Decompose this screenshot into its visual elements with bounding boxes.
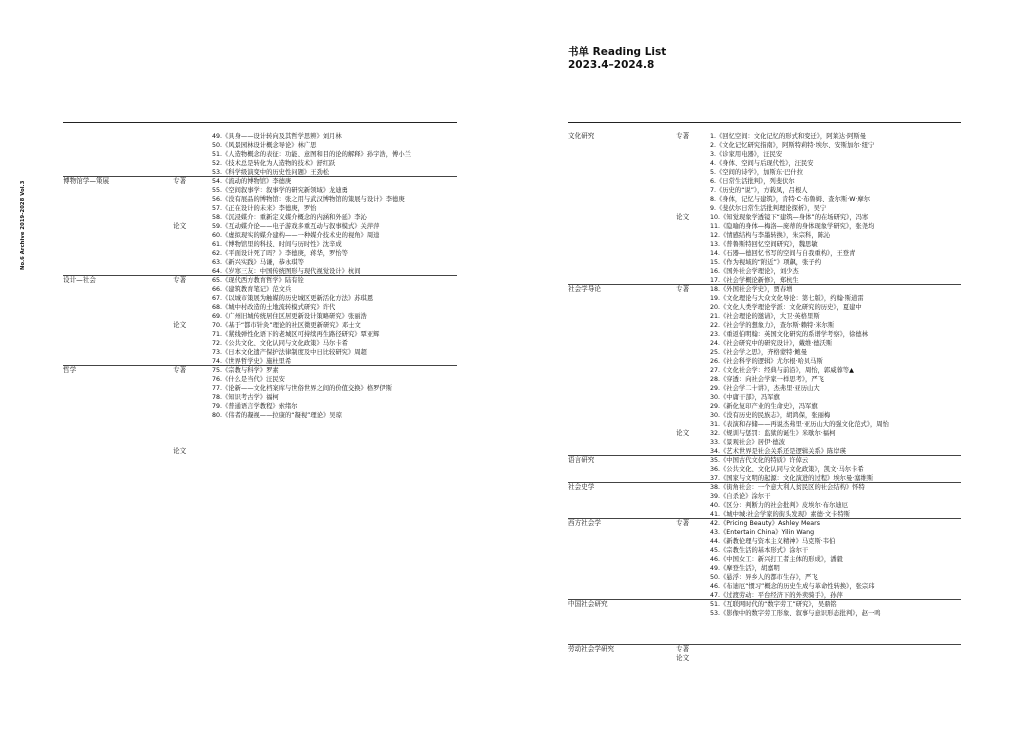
list-item: 28.《穿透：向社会学家一样思考》，严飞 xyxy=(710,376,824,383)
list-item: 8.《身体，记忆与建筑》，肯特·C·布鲁姆、查尔斯·W·摩尔 xyxy=(710,196,871,203)
list-item: 37.《国家与文明的起源：文化演进的过程》埃尔曼·塞维斯 xyxy=(710,475,874,482)
section-name: 劳动社会学研究 xyxy=(568,645,615,653)
list-item: 77.《论新——文化档案库与世俗世界之间的价值交换》格罗伊斯 xyxy=(212,385,393,392)
list-item: 64.《岁寒三友：中国传统图形与现代视觉设计》杭间 xyxy=(212,268,361,275)
list-item: 70.《基于“都市针灸”理论的社区微更新研究》邓士文 xyxy=(212,322,361,329)
list-item: 25.《社会学之思》，齐格蒙特·鲍曼 xyxy=(710,349,808,356)
list-item: 1.《回忆空间：文化记忆的形式和变迁》，阿莱达·阿斯曼 xyxy=(710,133,866,140)
list-item: 67.《以城市策展为触媒的历史城区更新活化方法》苏琪恩 xyxy=(212,295,374,302)
list-item: 47.《过渡劳动：平台经济下的外卖骑手》，孙萍 xyxy=(710,592,843,599)
list-item: 9.《斐伏尔日常生活批判理论探析》，吴宁 xyxy=(710,205,827,212)
section-divider xyxy=(63,365,457,366)
section-name: 社会学导论 xyxy=(568,285,601,293)
list-item: 17.《社会学概论新修》，郑杭生 xyxy=(710,277,799,284)
list-item: 24.《社会研究中的研究设计》，戴维·德沃斯 xyxy=(710,340,833,347)
list-item: 78.《知识考古学》福柯 xyxy=(212,394,279,401)
list-item: 15.《作为视域的“附近”》项飙，张子约 xyxy=(710,259,821,266)
list-item: 51.《人造物概念的表征：功能、意图和目的论的解释》孙宇浩，傅小兰 xyxy=(212,151,411,158)
list-item: 21.《社会理论的邀请》，大卫·英格里斯 xyxy=(710,313,820,320)
list-item: 53.《影像中的数字劳工形象、叙事与意识形态批判》，赵一鸣 xyxy=(710,610,881,617)
list-item: 80.《伟者的凝视——拉康的“凝视”理论》吴琼 xyxy=(212,412,342,419)
list-item: 43.《Entertain China》Yilin Wang xyxy=(710,529,815,536)
list-item: 14.《石器—德回忆书写的空间与自我重构》，王登青 xyxy=(710,250,856,257)
list-item: 3.《诊家用电器》，汪民安 xyxy=(710,151,783,158)
list-item: 52.《技术总是转化为人造物的技术》舒红跃 xyxy=(212,160,336,167)
section-divider xyxy=(63,275,457,276)
list-item: 50.《风景园林设计概念导论》林广思 xyxy=(212,142,317,149)
type-label: 论文 xyxy=(173,447,187,455)
type-label: 论文 xyxy=(173,222,187,230)
list-item: 13.《普鲁斯特回忆空间研究》，魏思敏 xyxy=(710,241,818,248)
section-name: 文化研究 xyxy=(568,132,595,140)
type-label: 专著 xyxy=(676,519,690,527)
list-item: 62.《平面设计死了吗？》李德庚，蒋华，罗怡等 xyxy=(212,250,348,257)
list-item: 60.《虚拟现实的媒介建构——一种媒介技术史的视角》周逵 xyxy=(212,232,380,239)
section-divider xyxy=(568,644,961,645)
section-divider xyxy=(568,284,961,285)
list-item: 72.《公共文化、文化认同与文化政策》马尔卡希 xyxy=(212,340,348,347)
section-name: 社会史学 xyxy=(568,483,595,491)
type-label: 专著 xyxy=(173,177,187,185)
list-item: 71.《紧线弹性化语下的老城区可持续再生路径研究》覃亚辉 xyxy=(212,331,380,338)
list-item: 50.《悬浮：异乡人的都市生存》，严飞 xyxy=(710,574,818,581)
top-rule xyxy=(63,122,457,123)
type-label: 论文 xyxy=(173,321,187,329)
list-item: 51.《互联网时代的“数字劳工”研究》，吴鼎铭 xyxy=(710,601,837,608)
list-item: 34.《艺术世界是社会关系还是逻辑关系》陈岸瑛 xyxy=(710,448,846,455)
type-label: 专著 xyxy=(676,132,690,140)
list-item: 39.《自杀论》涂尔干 xyxy=(710,493,771,500)
list-item: 18.《外国社会学史》，贾春增 xyxy=(710,286,793,293)
list-item: 6.《日常生活批判》，列斐伏尔 xyxy=(710,178,795,185)
type-label: 专著 xyxy=(173,366,187,374)
list-item: 79.《普通语言学教程》索绪尔 xyxy=(212,403,298,410)
list-item: 61.《博物馆里的科技、时间与历时性》沈辛成 xyxy=(212,241,342,248)
list-item: 11.《隐喻的身体—梅洛—庞蒂的身体现象学研究》，张尧均 xyxy=(710,223,875,230)
list-item: 58.《沉浸媒介：重新定义媒介概念的内涵和外延》李沁 xyxy=(212,214,367,221)
list-item: 42.《Pricing Beauty》Ashley Mears xyxy=(710,520,821,527)
list-item: 59.《互动媒介论——电子游戏多重互动与叙事模式》关萍萍 xyxy=(212,223,380,230)
list-item: 63.《新兴实践》马谦，恭永琪等 xyxy=(212,259,304,266)
list-item: 26.《社会科学的逻辑》尤尔根·哈贝马斯 xyxy=(710,358,823,365)
type-label: 专著 xyxy=(676,285,690,293)
list-item: 27.《文化社会学：经典与前沿》，周怡，郭威蓉等▲ xyxy=(710,367,854,374)
list-item: 66.《建筑教育笔记》范文兵 xyxy=(212,286,292,293)
list-item: 46.《中国女工：新兴打工者主体的形成》，潘毅 xyxy=(710,556,843,563)
list-item: 68.《城中村改造的土地流转模式研究》许代 xyxy=(212,304,336,311)
right-item-list xyxy=(710,132,889,618)
list-item: 38.《街角社会：一个意大利人贫民区的社会结构》怀特 xyxy=(710,484,865,491)
list-item: 45.《宗教生活的基本形式》涂尔干 xyxy=(710,547,809,554)
section-name: 设计—社会 xyxy=(63,276,96,284)
section-name: 哲学 xyxy=(63,366,77,374)
type-label: 论文 xyxy=(676,213,690,221)
list-item: 46.《布迪厄“惯习”概念的历史生成与革命性转换》，张宗玮 xyxy=(710,583,875,590)
list-item: 2.《文化记忆研究指南》，阿斯特莉特·埃尔、安斯加尔·纽宁 xyxy=(710,142,875,149)
spine-text: No.6 Archive 2019-2028 Vol.3 xyxy=(20,180,26,270)
title-text: 书单 Reading List xyxy=(568,46,667,58)
section-divider xyxy=(568,518,961,519)
spine-label xyxy=(20,120,34,270)
section-divider xyxy=(568,455,961,456)
type-label: 专著 xyxy=(173,276,187,284)
list-item: 41.《城中城:社会学家的街头发现》素德·文卡特斯 xyxy=(710,511,851,518)
list-item: 20.《文化人类学理论学派：文化研究的历史》，夏建中 xyxy=(710,304,862,311)
left-page xyxy=(63,122,457,682)
list-item: 4.《身体、空间与后现代性》，汪民安 xyxy=(710,160,814,167)
section-divider xyxy=(568,599,961,600)
list-item: 53.《科学级演变中的历史性问题》王劲松 xyxy=(212,169,330,176)
list-item: 22.《社会学的想象力》，查尔斯·赖特·米尔斯 xyxy=(710,322,835,329)
type-label: 论文 xyxy=(676,654,690,662)
list-item: 73.《日本文化遗产保护法律制度及中日比较研究》周超 xyxy=(212,349,367,356)
section-name: 语言研究 xyxy=(568,456,595,464)
list-item: 40.《区分：判断力的社会批判》皮埃尔·布尔迪厄 xyxy=(710,502,848,509)
list-item: 32.《规训与惩罚：监狱的诞生》米歇尔·福柯 xyxy=(710,430,836,437)
list-item: 5.《空间的诗学》，加斯东·巴什拉 xyxy=(710,169,804,176)
list-item: 29.《新化复印产业的生命史》，冯军旗 xyxy=(710,403,818,410)
page-title xyxy=(568,46,666,72)
section-name: 博物馆学—策展 xyxy=(63,177,110,185)
top-rule xyxy=(568,122,961,123)
list-item: 33.《景观社会》居伊·德波 xyxy=(710,439,785,446)
list-item: 10.《知觉现象学透镜下“建筑—身体”的在场研究》，冯寒 xyxy=(710,214,869,221)
list-item: 35.《中国古代文化的特质》许倬云 xyxy=(710,457,809,464)
list-item: 36.《公共文化、文化认同与文化政策》，凯文·马尔卡希 xyxy=(710,466,864,473)
list-item: 75.《宗教与科学》罗素 xyxy=(212,367,279,374)
type-label: 专著 xyxy=(676,645,690,653)
list-item: 29.《社会学二十讲》，杰弗里·亚历山大 xyxy=(710,385,820,392)
section-divider xyxy=(63,176,457,177)
section-name: 西方社会学 xyxy=(568,519,601,527)
list-item: 30.《没有历史的民族志》，胡鸿保，张丽梅 xyxy=(710,412,831,419)
list-item: 7.《历史的“说”》，方载凤，吕根人 xyxy=(710,187,808,194)
list-item: 30.《中庸干部》，冯军旗 xyxy=(710,394,780,401)
list-item: 69.《广州旧城传统居住区居更新设计策略研究》张丽浩 xyxy=(212,313,367,320)
list-item: 49.《具身——设计转向及其哲学思辨》刘月林 xyxy=(212,133,342,140)
list-item: 12.《情感结构与李墨转换》，朱宗科，陈沁 xyxy=(710,232,831,239)
type-label: 论文 xyxy=(676,429,690,437)
list-item: 57.《正在设计的未来》李德庚，罗怡 xyxy=(212,205,317,212)
list-item: 55.《空间叙事学：叙事学的研究新领域》龙迪勇 xyxy=(212,187,348,194)
list-item: 19.《文化理论与大众文化导论：第七版》，约翰·斯道雷 xyxy=(710,295,864,302)
right-page xyxy=(568,122,961,682)
list-item: 44.《新教伦理与资本主义精神》马克斯·韦伯 xyxy=(710,538,836,545)
section-divider xyxy=(568,482,961,483)
section-name: 中国社会研究 xyxy=(568,600,608,608)
list-item: 74.《世界哲学史》施杜里希 xyxy=(212,358,292,365)
list-item: 56.《没有展品的博物馆：张之用与武汉博物馆的策展与设计》李德庚 xyxy=(212,196,405,203)
list-item: 31.《表演和存储——再说杰弗里·亚历山大的强文化范式》，周怡 xyxy=(710,421,889,428)
list-item: 23.《重返伯明翰：英国文化研究的系谱学考察》，徐德林 xyxy=(710,331,868,338)
date-range: 2023.4–2024.8 xyxy=(568,59,655,71)
list-item: 76.《什么是当代》汪民安 xyxy=(212,376,285,383)
list-item: 65.《现代西方教育哲学》陆有铨 xyxy=(212,277,304,284)
list-item: 16.《国外社会学理论》，刘少杰 xyxy=(710,268,799,275)
list-item: 54.《流动的博物馆》李德庚 xyxy=(212,178,292,185)
list-item: 49.《摩登生活》，胡嘉明 xyxy=(710,565,780,572)
